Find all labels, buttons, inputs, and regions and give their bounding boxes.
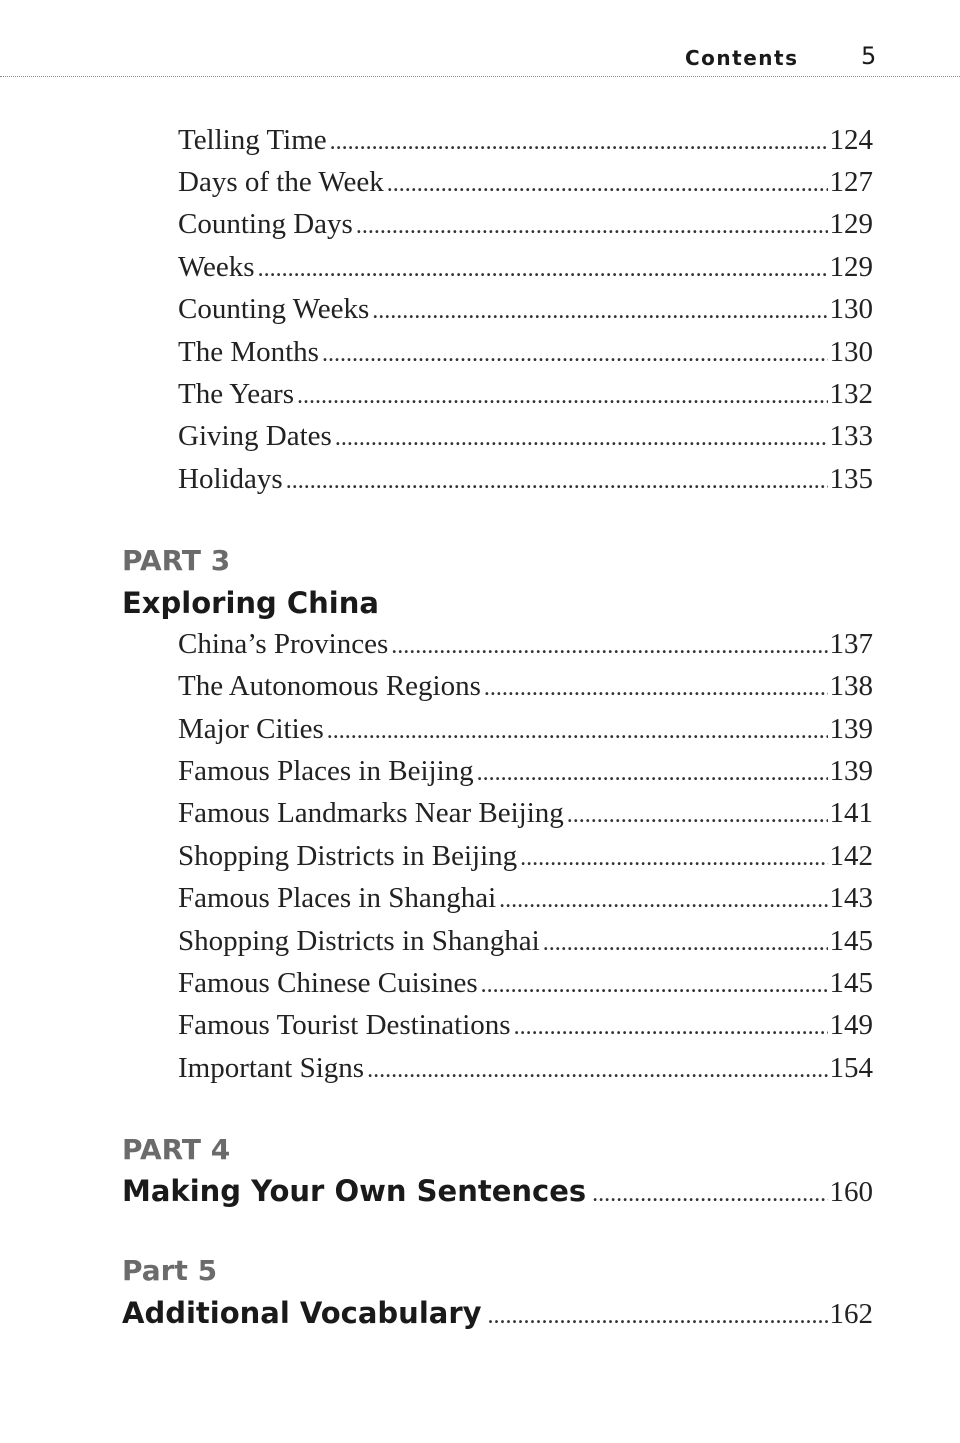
toc-entry[interactable]: [178, 378, 873, 418]
toc-entry-label: Telling Time: [178, 124, 327, 156]
dot-leader: [322, 341, 828, 368]
dot-leader: [477, 760, 828, 787]
part-4-number: PART 4: [122, 1133, 231, 1166]
toc-entry[interactable]: [178, 208, 873, 248]
dot-leader: [520, 845, 827, 872]
toc-entry-label: Famous Places in Shanghai: [178, 882, 497, 914]
toc-entry[interactable]: [178, 925, 873, 965]
toc-entry-page: 130: [829, 336, 873, 368]
dot-leader: [335, 425, 828, 452]
toc-entry[interactable]: [178, 251, 873, 291]
dot-leader: [514, 1014, 828, 1041]
toc-entry-page: 137: [829, 628, 873, 660]
toc-entry[interactable]: [178, 840, 873, 880]
toc-entry[interactable]: [178, 755, 873, 795]
toc-entry[interactable]: [178, 967, 873, 1007]
toc-entry[interactable]: [178, 166, 873, 206]
toc-entry-label: Famous Landmarks Near Beijing: [178, 797, 564, 829]
toc-entry-label: Major Cities: [178, 713, 324, 745]
toc-entry[interactable]: [178, 1052, 873, 1092]
part-title-label: Additional Vocabulary: [122, 1296, 482, 1330]
toc-entry-label: Counting Days: [178, 208, 353, 240]
toc-entry[interactable]: [178, 670, 873, 710]
toc-entry-page: 143: [829, 882, 873, 914]
running-head: [0, 40, 960, 77]
toc-entry-page: 141: [829, 797, 873, 829]
toc-entry-page: 127: [829, 166, 873, 198]
page-number: 5: [861, 42, 877, 70]
toc-entry-page: 132: [829, 378, 873, 410]
dot-leader: [387, 171, 828, 198]
toc-entry-page: 129: [829, 208, 873, 240]
toc-entry[interactable]: [178, 336, 873, 376]
dot-leader: [481, 972, 828, 999]
toc-entry-label: China’s Provinces: [178, 628, 389, 660]
dot-leader: [488, 1303, 828, 1330]
dot-leader: [567, 802, 828, 829]
toc-entry-label: Important Signs: [178, 1052, 365, 1084]
toc-entry-page: 135: [829, 463, 873, 495]
dot-leader: [367, 1057, 827, 1084]
part-5-number: Part 5: [122, 1254, 218, 1287]
toc-entry[interactable]: [178, 463, 873, 503]
toc-entry[interactable]: [178, 713, 873, 753]
dot-leader: [327, 718, 828, 745]
toc-entry-page: 142: [829, 840, 873, 872]
part-title-page: 162: [829, 1298, 873, 1330]
toc-entry-page: 129: [829, 251, 873, 283]
toc-entry-label: Shopping Districts in Beijing: [178, 840, 518, 872]
toc-entry-label: Famous Chinese Cuisines: [178, 967, 478, 999]
dot-leader: [286, 468, 828, 495]
toc-entry-page: 130: [829, 293, 873, 325]
toc-entry-label: Famous Tourist Destinations: [178, 1009, 511, 1041]
toc-entry[interactable]: [178, 628, 873, 668]
toc-entry-label: Days of the Week: [178, 166, 384, 198]
toc-entry-label: Famous Places in Beijing: [178, 755, 474, 787]
dot-leader: [543, 930, 828, 957]
toc-entry-label: The Months: [178, 336, 319, 368]
dot-leader: [499, 887, 827, 914]
toc-entry-label: The Years: [178, 378, 294, 410]
toc-entry[interactable]: [178, 124, 873, 164]
dot-leader: [330, 129, 828, 156]
dot-leader: [258, 256, 828, 283]
toc-entry-page: 154: [829, 1052, 873, 1084]
dot-leader: [297, 383, 828, 410]
toc-entry-page: 124: [829, 124, 873, 156]
toc-entry[interactable]: [178, 420, 873, 460]
toc-entry-page: 149: [829, 1009, 873, 1041]
toc-entry-label: Shopping Districts in Shanghai: [178, 925, 540, 957]
toc-entry-page: 133: [829, 420, 873, 452]
toc-entry[interactable]: [178, 797, 873, 837]
toc-entry-label: Weeks: [178, 251, 255, 283]
dot-leader: [391, 633, 827, 660]
toc-entry[interactable]: [178, 293, 873, 333]
dot-leader: [356, 213, 828, 240]
toc-entry-page: 138: [829, 670, 873, 702]
toc-entry-label: Holidays: [178, 463, 283, 495]
part-3-number: PART 3: [122, 544, 231, 577]
toc-entry-label: The Autonomous Regions: [178, 670, 481, 702]
part-5-title[interactable]: [122, 1296, 873, 1331]
toc-entry-page: 145: [829, 925, 873, 957]
part-4-title[interactable]: [122, 1174, 873, 1209]
part-title-label: Exploring China: [122, 586, 379, 620]
toc-entry-page: 139: [829, 755, 873, 787]
toc-entry[interactable]: [178, 1009, 873, 1049]
toc-entry-page: 139: [829, 713, 873, 745]
dot-leader: [484, 675, 828, 702]
dot-leader: [372, 298, 827, 325]
part-3-title[interactable]: [122, 586, 873, 620]
part-title-page: 160: [829, 1176, 873, 1208]
dot-leader: [592, 1181, 827, 1208]
toc-entry[interactable]: [178, 882, 873, 922]
toc-entry-page: 145: [829, 967, 873, 999]
running-head-title: Contents: [685, 46, 799, 70]
toc-entry-label: Giving Dates: [178, 420, 332, 452]
toc-entry-label: Counting Weeks: [178, 293, 370, 325]
part-title-label: Making Your Own Sentences: [122, 1174, 587, 1208]
